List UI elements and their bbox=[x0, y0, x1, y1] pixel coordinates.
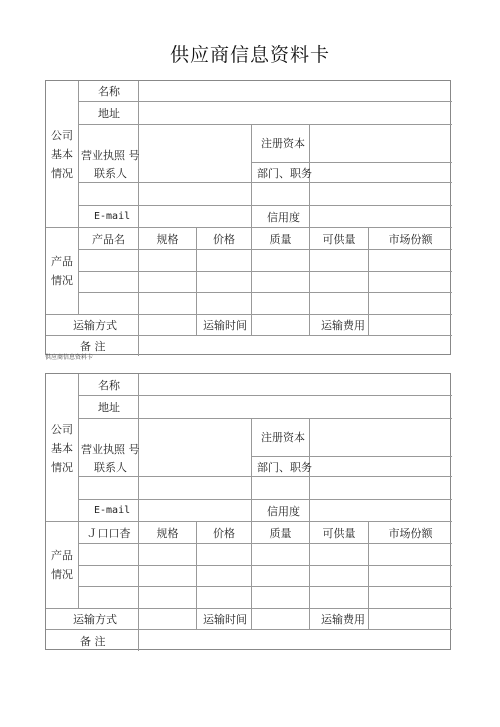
capital-label: 注册资本 bbox=[261, 137, 305, 150]
product-header-quality: 质量 bbox=[269, 526, 292, 540]
card-caption: 供应商信息资料卡 bbox=[45, 354, 94, 361]
address-field[interactable] bbox=[139, 396, 452, 418]
product-header-name: 产品名 bbox=[92, 232, 125, 246]
transport-field[interactable] bbox=[139, 315, 196, 335]
product-header-supply: 可供量 bbox=[322, 526, 356, 540]
transport-time-field[interactable] bbox=[252, 315, 309, 335]
remark-field[interactable] bbox=[139, 630, 452, 651]
address-field[interactable] bbox=[139, 102, 452, 124]
product-header-share: 市场份额 bbox=[388, 232, 433, 246]
dept-field[interactable] bbox=[310, 163, 452, 182]
transport-cost-field[interactable] bbox=[369, 315, 452, 335]
dept-label: 部门、职务 bbox=[257, 461, 312, 474]
page-title: 供应商信息资料卡 bbox=[169, 44, 330, 66]
email-label: E-mail bbox=[94, 211, 131, 222]
name-label: 名称 bbox=[98, 378, 120, 392]
license-field[interactable] bbox=[139, 419, 251, 476]
transport-time-label: 运输时间 bbox=[203, 319, 247, 332]
product-header-spec: 规格 bbox=[156, 232, 179, 246]
credit-label: 信用度 bbox=[267, 210, 300, 224]
transport-field[interactable] bbox=[139, 609, 196, 629]
transport-label: 运输方式 bbox=[73, 319, 117, 332]
transport-cost-label: 运输费用 bbox=[321, 319, 365, 332]
supplier-card-1 bbox=[45, 80, 451, 355]
transport-label: 运输方式 bbox=[73, 613, 117, 626]
email-field[interactable] bbox=[139, 500, 251, 521]
capital-field[interactable] bbox=[310, 125, 452, 162]
address-label: 地址 bbox=[98, 401, 120, 414]
contact-label: 联系人 bbox=[94, 167, 127, 180]
credit-field[interactable] bbox=[310, 206, 452, 227]
product-header-price: 价格 bbox=[213, 232, 235, 246]
remark-label: 备 注 bbox=[80, 634, 106, 648]
product-header-share: 市场份额 bbox=[388, 526, 433, 540]
credit-field[interactable] bbox=[310, 500, 452, 521]
dept-label: 部门、职务 bbox=[257, 167, 312, 180]
transport-time-label: 运输时间 bbox=[203, 613, 247, 626]
product-header-name: Ｊ口口杳 bbox=[86, 526, 131, 540]
dept-field[interactable] bbox=[310, 457, 452, 476]
transport-cost-field[interactable] bbox=[369, 609, 452, 629]
product-header-price: 价格 bbox=[213, 526, 235, 540]
supplier-card-2 bbox=[45, 373, 451, 650]
section-product-label: 产品 情况 bbox=[51, 549, 73, 581]
name-field[interactable] bbox=[139, 374, 452, 395]
credit-label: 信用度 bbox=[267, 504, 300, 518]
section-product-label: 产品 情况 bbox=[51, 255, 73, 287]
contact-label: 联系人 bbox=[94, 461, 127, 474]
name-field[interactable] bbox=[139, 81, 452, 101]
address-label: 地址 bbox=[98, 107, 120, 120]
transport-cost-label: 运输费用 bbox=[321, 613, 365, 626]
product-header-supply: 可供量 bbox=[322, 232, 356, 246]
capital-field[interactable] bbox=[310, 419, 452, 456]
product-header-spec: 规格 bbox=[156, 526, 179, 540]
section-basic-label: 公司 基本 情况 bbox=[51, 422, 73, 474]
capital-label: 注册资本 bbox=[261, 431, 305, 444]
name-label: 名称 bbox=[98, 85, 120, 98]
license-field[interactable] bbox=[139, 125, 251, 182]
remark-field[interactable] bbox=[139, 336, 452, 356]
email-label: E-mail bbox=[94, 505, 131, 516]
section-basic-label: 公司 基本 情况 bbox=[51, 128, 73, 180]
transport-time-field[interactable] bbox=[252, 609, 309, 629]
license-label: 营业执照 号 bbox=[81, 149, 140, 162]
remark-label: 备 注 bbox=[80, 340, 106, 353]
license-label: 营业执照 号 bbox=[81, 443, 140, 456]
email-field[interactable] bbox=[139, 206, 251, 227]
product-header-quality: 质量 bbox=[269, 232, 292, 246]
